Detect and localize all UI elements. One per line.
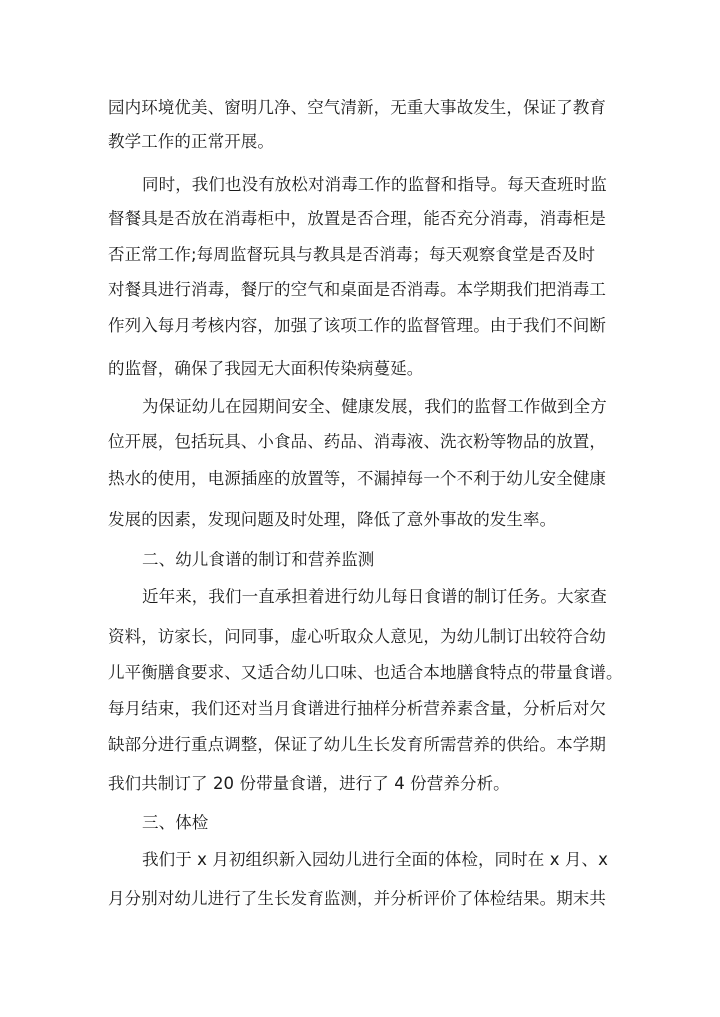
text-line: 热水的使用，电源插座的放置等，不漏掉每一个不利于幼儿安全健康 xyxy=(108,469,606,488)
text-line: 督餐具是否放在消毒柜中，放置是否合理，能否充分消毒，消毒柜是 xyxy=(108,209,606,228)
text-line: 为保证幼儿在园期间安全、健康发展，我们的监督工作做到全方 xyxy=(142,397,607,416)
text-line: 缺部分进行重点调整，保证了幼儿生长发育所需营养的供给。本学期 xyxy=(108,735,606,754)
text-line: 我们于 x 月初组织新入园幼儿进行全面的体检，同时在 x 月、x xyxy=(142,850,608,869)
text-line: 作列入每月考核内容，加强了该项工作的监督管理。由于我们不间断 xyxy=(108,316,606,335)
section-heading: 三、体检 xyxy=(142,813,209,832)
text-line: 我们共制订了 20 份带量食谱，进行了 4 份营养分析。 xyxy=(108,774,510,793)
text-line: 园内环境优美、窗明几净、空气清新，无重大事故发生，保证了教育 xyxy=(108,98,606,117)
text-line: 近年来，我们一直承担着进行幼儿每日食谱的制订任务。大家查 xyxy=(142,587,607,606)
text-line: 位开展，包括玩具、小食品、药品、消毒液、洗衣粉等物品的放置， xyxy=(108,432,606,451)
text-line: 每月结束，我们还对当月食谱进行抽样分析营养素含量，分析后对欠 xyxy=(108,699,606,718)
text-line: 的监督，确保了我园无大面积传染病蔓延。 xyxy=(108,359,424,378)
text-line: 同时，我们也没有放松对消毒工作的监督和指导。每天查班时监 xyxy=(142,175,607,194)
text-line: 否正常工作;每周监督玩具与教具是否消毒；每天观察食堂是否及时 xyxy=(108,245,596,264)
text-line: 发展的因素，发现问题及时处理，降低了意外事故的发生率。 xyxy=(108,510,557,529)
text-line: 教学工作的正常开展。 xyxy=(108,132,274,151)
text-line: 月分别对幼儿进行了生长发育监测，并分析评价了体检结果。期末共 xyxy=(108,889,606,908)
text-line: 儿平衡膳食要求、又适合幼儿口味、也适合本地膳食特点的带量食谱。 xyxy=(108,663,623,682)
text-line: 资料，访家长，问同事，虚心听取众人意见，为幼儿制订出较符合幼 xyxy=(108,627,606,646)
text-line: 对餐具进行消毒，餐厅的空气和桌面是否消毒。本学期我们把消毒工 xyxy=(108,280,606,299)
section-heading: 二、幼儿食谱的制订和营养监测 xyxy=(142,550,375,569)
